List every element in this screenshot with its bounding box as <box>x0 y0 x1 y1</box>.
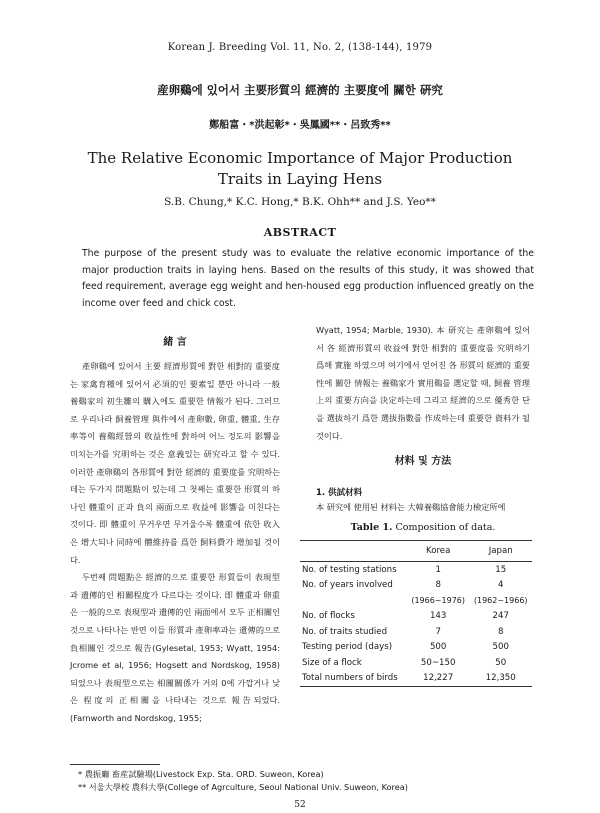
table-row <box>300 655 532 671</box>
japan-value: 8 <box>497 626 504 637</box>
japan-value: 50 <box>495 657 507 668</box>
table-row <box>300 609 532 625</box>
japan-value: 4 <box>497 580 504 591</box>
methods-heading: 材料 및 方法 <box>394 456 452 467</box>
english-title-line2: Traits in Laying Hens <box>217 170 383 188</box>
japan-value: (1962~1966) <box>473 596 528 606</box>
table-caption-text: Composition of data. <box>395 522 496 533</box>
row-label: Testing period (days) <box>302 642 393 653</box>
korean-authors: 鄭船富・*洪起彰*・吳鳳國**・呂致秀** <box>209 120 391 131</box>
methods-subheading: 1. 供試材料 <box>316 488 363 498</box>
row-label: No. of traits studied <box>302 626 388 637</box>
japan-value: 12,350 <box>469 671 532 687</box>
english-title-line1: The Relative Economic Importance of Major Production <box>87 149 513 167</box>
japan-value: 500 <box>492 642 509 653</box>
table-row <box>300 640 532 656</box>
abstract-heading: ABSTRACT <box>263 226 337 239</box>
methods-sub-text: 本 研究에 使用된 材料는 大韓養鷄協會能力檢定所에 <box>316 502 506 512</box>
table-header-blank <box>300 541 407 562</box>
korea-value: 500 <box>429 642 447 653</box>
row-label: Total numbers of birds <box>300 671 407 687</box>
footnotes <box>78 768 548 794</box>
row-label: No. of flocks <box>302 611 355 622</box>
intro-paragraph-2: 두번째 問題點은 經濟的으로 重要한 形質들이 表現型과 遺傳的인 相關程度가 다르다는 것이다. 即 體重과 卵重은 一般的으로 表現型과 遺傳的인 兩面에서 모두 正相關인 것으로 나타나는 반면 이들 形質과 產卵率과는 遺傳的으로 負相關인 것으로 報告(Gylesetal, 1953; Wyatt, 1954: Jcrome et al, 1956; Hogsett and Nordskog, 1958) 되었으나 表現型으로는 相關關係가 거의 0에 가깝거나 낮은 程度의 正相關을 나타내는 것으로 報告되었다. (Farnworth and Nordskog, 1955; <box>70 572 280 723</box>
japan-value: 247 <box>492 611 509 622</box>
english-title <box>0 148 600 190</box>
table-row <box>300 624 532 640</box>
right-column-text <box>316 322 530 445</box>
table-header-korea: Korea <box>407 541 470 562</box>
table-row <box>300 593 532 609</box>
korea-value: 7 <box>435 626 441 637</box>
korean-title: 産卵鷄에 있어서 主要形質의 經濟的 主要度에 關한 硏究 <box>157 83 443 97</box>
right-paragraph: Wyatt, 1954; Marble, 1930). 本 研究는 產卵鷄에 있어서 各 經濟形質의 收益에 對한 相對的 重要度를 究明하기 爲해 實施 하였으며 여기에서 얻어진 各 形質의 經濟的 重要性에 關한 情報는 養鷄家가 實用鷄를 選定할 때, 飼養 管理上의 重要方向을 決定하는데 그리고 經濟的으로 優秀한 단을 選拔하기 爲한 選拔指數를 作成하는데 重要한 資料가 될 것이다. <box>316 325 530 441</box>
footnote-divider <box>70 764 160 765</box>
row-label: Size of a flock <box>302 657 362 668</box>
row-label <box>300 593 407 609</box>
footnote-1: * 農振廳 畜産試驗場(Livestock Exp. Sta. ORD. Suweon, Korea) <box>78 769 324 779</box>
korea-value: (1966~1976) <box>411 596 465 606</box>
intro-body <box>70 358 280 727</box>
page-number: 52 <box>294 800 306 810</box>
korea-value: 12,227 <box>407 671 470 687</box>
table-caption-label: Table 1. <box>350 522 393 533</box>
table-row <box>300 578 532 594</box>
abstract-text: The purpose of the present study was to evaluate the relative economic importance of the major production traits in laying hens. Based on the results of this study, it was showed that feed requirement, average egg weight and hen-housed egg production influenced greatly on the income over feed and chick cost. <box>82 248 534 309</box>
table-caption <box>316 522 530 533</box>
intro-paragraph-1: 產卵鷄에 있어서 主要 經濟形質에 對한 相對的 重要度는 家禽育種에 있어서 必須的인 要素일 뿐만 아니라 一般養鷄家의 初生雛의 購入에도 重要한 情報가 된다. 그러므로 우리나라 飼養管理 與件에서 產卵數, 卵重, 體重, 生存率等이 養鷄經營의 收益性에 對하여 어느 정도의 影響을 미치는가를 究明하는 것은 意義있는 研究라고 할 수 있다. 이러한 產卵鷄의 各形質에 對한 經濟的 重要度를 究明하는데는 두가지 問題點이 있는데 그 첫째는 重要한 形質의 하나인 體重이 正과 負의 兩面으로 收益에 影響을 미친다는 것이다. 即 體重이 무거우면 무거울수록 體重에 依한 收入은 增大되나 同時에 體維持를 爲한 飼料費가 增加될 것이다. <box>70 361 280 565</box>
korea-value: 1 <box>435 564 441 575</box>
japan-value: 15 <box>495 564 507 575</box>
english-authors: S.B. Chung,* K.C. Hong,* B.K. Ohh** and J.S. Yeo** <box>164 196 436 208</box>
table-row <box>300 671 532 687</box>
korea-value: 143 <box>429 611 447 622</box>
data-table <box>300 540 532 687</box>
table-row <box>300 562 532 578</box>
footnote-2: ** 서울大學校 農科大學(College of Agrculture, Seoul National Univ. Suweon, Korea) <box>78 782 408 792</box>
table-header-row <box>300 541 532 562</box>
row-label: No. of years involved <box>302 580 393 591</box>
korea-value: 50~150 <box>420 657 456 668</box>
row-label: No. of testing stations <box>302 564 397 575</box>
journal-citation: Korean J. Breeding Vol. 11, No. 2, (138-144), 1979 <box>167 42 433 53</box>
intro-heading: 緒 言 <box>163 337 187 348</box>
korea-value: 8 <box>435 580 441 591</box>
table-header-japan: Japan <box>469 541 532 562</box>
